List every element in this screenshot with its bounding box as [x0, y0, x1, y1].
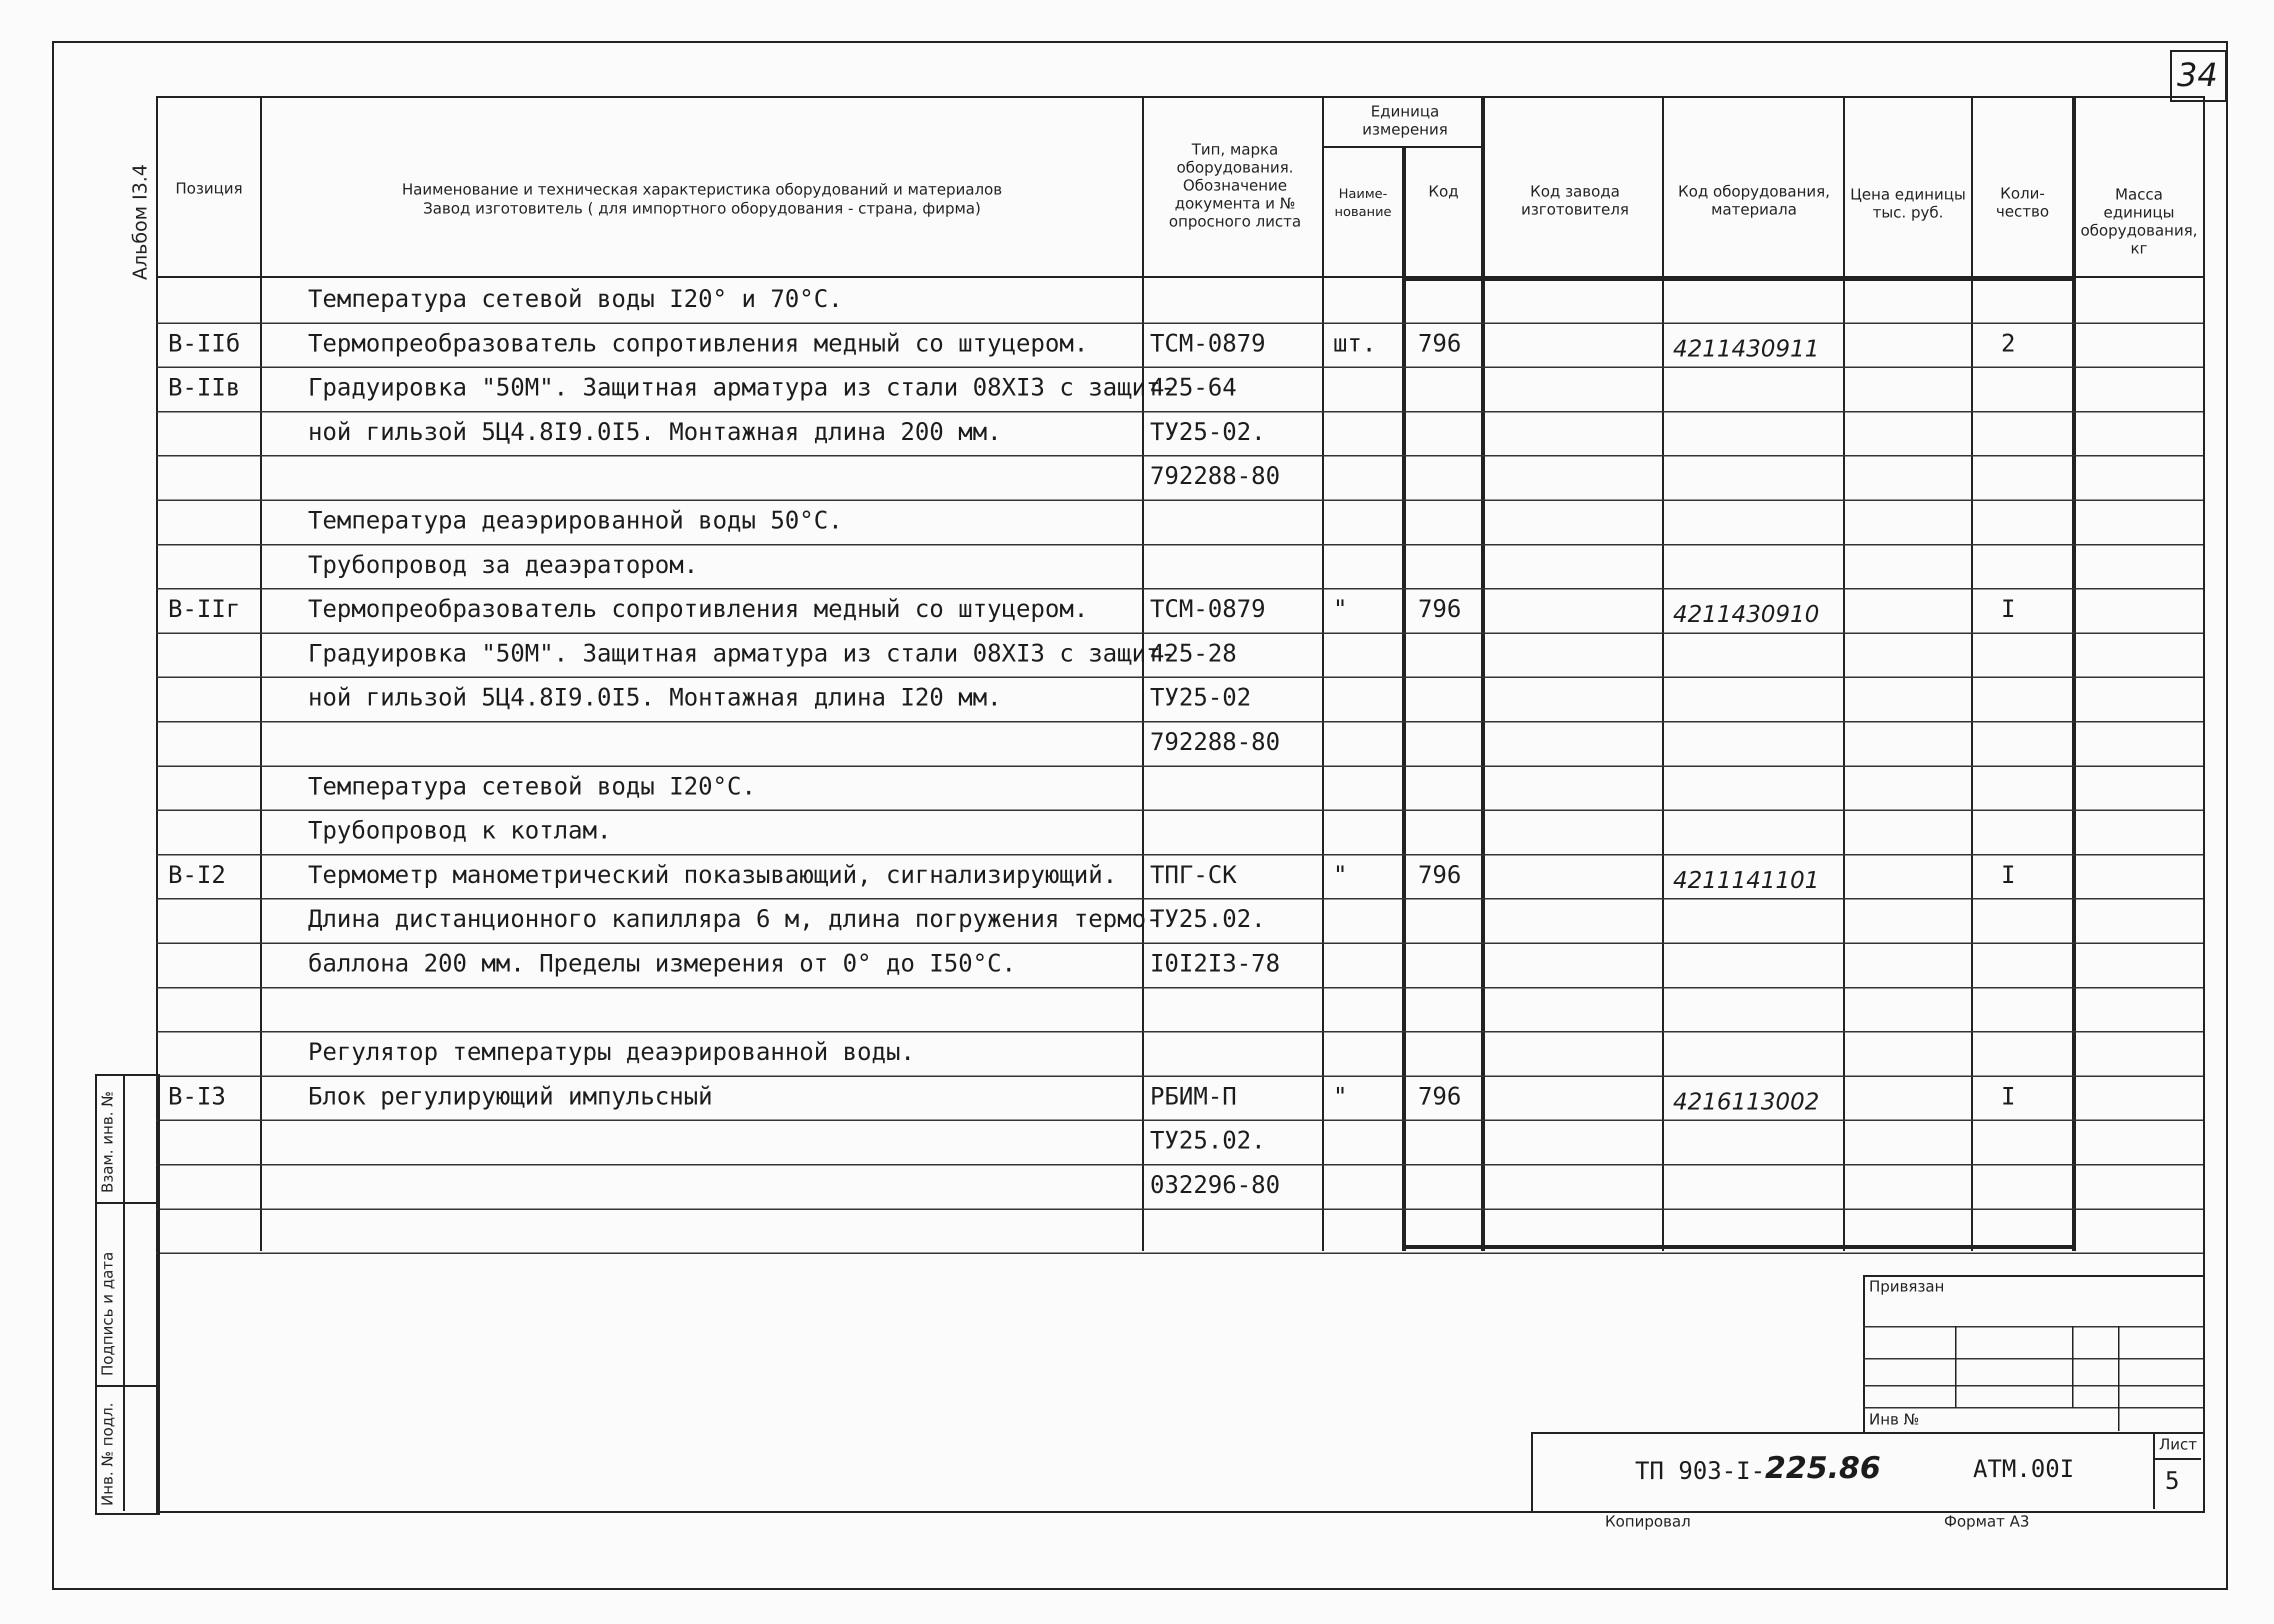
- cell-name: Блок регулирующий импульсный: [308, 1082, 713, 1110]
- cell-type: ТПГ-СК: [1150, 860, 1237, 889]
- row-line: [156, 987, 2203, 988]
- cell-name: Градуировка "50М". Защитная арматура из стали 08ХI3 с защит-: [308, 374, 1175, 402]
- copied-label: Копировал: [1605, 1513, 1691, 1530]
- doc-code: АТМ.00I: [1973, 1455, 2074, 1483]
- cell-name: ной гильзой 5Ц4.8I9.0I5. Монтажная длина I20 мм.: [308, 684, 1002, 712]
- cell-unit: шт.: [1333, 329, 1376, 358]
- privyazan-col-1: [1955, 1326, 1956, 1408]
- cell-equipment-code: 4211430910: [1673, 600, 1820, 628]
- row-line: [156, 898, 2203, 900]
- stamp-inv: Инв. № подл.: [99, 1402, 116, 1506]
- stamp-vzam: Взам. инв. №: [99, 1091, 116, 1193]
- cell-type: 425-64: [1150, 374, 1237, 402]
- cell-name: Термопреобразователь сопротивления медный со штуцером.: [308, 595, 1088, 624]
- doc-sheet-line: [2153, 1458, 2201, 1460]
- hdr-name-line2: Завод изготовитель ( для импортного оборудования - страна, фирма): [423, 200, 981, 218]
- left-stamp-line-2: [95, 1385, 158, 1387]
- cell-name: Градуировка "50М". Защитная арматура из стали 08ХI3 с защит-: [308, 639, 1175, 668]
- cell-type: РБИМ-П: [1150, 1082, 1237, 1110]
- col-line-5: [1481, 96, 1485, 1251]
- cell-name: баллона 200 мм. Пределы измерения от 0° до I50°С.: [308, 950, 1016, 978]
- cell-quantity: I: [2001, 1082, 2016, 1110]
- cell-position: В-IIб: [168, 329, 240, 358]
- privyazan-col-2: [2072, 1326, 2074, 1408]
- hdr-price: Цена единицы тыс. руб.: [1850, 186, 1966, 222]
- row-line: [156, 1076, 2203, 1077]
- doc-sheet-divider: [2153, 1432, 2155, 1509]
- format-label: Формат А3: [1944, 1513, 2030, 1530]
- col-line-6: [1662, 96, 1664, 1251]
- hdr-unit-name: Наиме-нование: [1334, 186, 1392, 220]
- cell-quantity: I: [2001, 860, 2016, 889]
- cell-type: 032296-80: [1150, 1171, 1280, 1199]
- cell-unit-code: 796: [1418, 595, 1462, 624]
- cell-name: Трубопровод к котлам.: [308, 816, 612, 845]
- cell-name: Термометр манометрический показывающий, сигнализирующий.: [308, 860, 1118, 889]
- cell-type: ТСМ-0879: [1150, 595, 1266, 624]
- hdr-quantity: Коли-чество: [1996, 185, 2050, 220]
- body-bold-top: [1402, 278, 2076, 281]
- hdr-equipment-code: Код оборудования, материала: [1678, 183, 1830, 218]
- cell-type: I0I2I3-78: [1150, 950, 1280, 978]
- cell-unit: ": [1333, 860, 1348, 889]
- row-line: [156, 500, 2203, 501]
- row-line: [156, 766, 2203, 767]
- cell-type: ТУ25.02.: [1150, 1126, 1266, 1155]
- cell-name: Температура сетевой воды I20°С.: [308, 772, 756, 800]
- cell-unit: ": [1333, 595, 1348, 624]
- hdr-position: Позиция: [175, 180, 243, 198]
- row-line: [156, 1252, 2203, 1254]
- hdr-unit-code: Код: [1428, 183, 1459, 200]
- cell-position: В-IIг: [168, 595, 240, 624]
- cell-unit-code: 796: [1418, 1082, 1462, 1110]
- col-line-7: [1843, 96, 1845, 1251]
- row-line: [156, 411, 2203, 412]
- cell-unit: ": [1333, 1082, 1348, 1110]
- col-line-4: [1402, 146, 1406, 1251]
- row-line: [156, 1120, 2203, 1121]
- cell-name: Трубопровод за деаэратором.: [308, 550, 698, 579]
- cell-type: ТСМ-0879: [1150, 329, 1266, 358]
- privyazan-col-3: [2118, 1326, 2120, 1431]
- hdr-type: Тип, марка оборудования. Обозначение документа и № опросного листа: [1168, 141, 1302, 230]
- privyazan-row-3: [1863, 1385, 2203, 1386]
- stamp-podpis: Подпись и дата: [99, 1252, 116, 1376]
- privyazan-row-1: [1863, 1326, 2203, 1328]
- row-line: [156, 1031, 2203, 1032]
- privyazan-row-4: [1863, 1407, 2203, 1408]
- cell-equipment-code: 4211430911: [1673, 334, 1820, 362]
- cell-name: ной гильзой 5Ц4.8I9.0I5. Монтажная длина 200 мм.: [308, 418, 1002, 446]
- row-line: [156, 942, 2203, 944]
- cell-name: Термопреобразователь сопротивления медный со штуцером.: [308, 329, 1088, 358]
- cell-equipment-code: 4216113002: [1673, 1088, 1820, 1115]
- row-line: [156, 544, 2203, 546]
- cell-position: В-IIв: [168, 374, 240, 402]
- row-line: [156, 810, 2203, 811]
- hdr-name-line1: Наименование и техническая характеристика оборудований и материалов: [402, 181, 1002, 198]
- doc-number: 225.86: [1765, 1450, 1881, 1486]
- sheet-value: 5: [2165, 1467, 2180, 1495]
- cell-position: В-I2: [168, 860, 226, 889]
- row-line: [156, 1208, 2203, 1210]
- cell-name: Температура сетевой воды I20° и 70°С.: [308, 285, 843, 313]
- left-stamp-divider: [123, 1074, 125, 1511]
- album-label: Альбом I3.4: [129, 164, 151, 280]
- cell-quantity: I: [2001, 595, 2016, 624]
- col-line-1: [260, 96, 262, 1251]
- col-line-9: [2072, 96, 2076, 1251]
- cell-type: 792288-80: [1150, 728, 1280, 756]
- hdr-mass: Масса единицы оборудования, кг: [2080, 186, 2198, 258]
- cell-unit-code: 796: [1418, 329, 1462, 358]
- privyazan-label: Привязан: [1869, 1278, 1944, 1296]
- row-line: [156, 721, 2203, 722]
- col-line-8: [1971, 96, 1973, 1251]
- cell-quantity: 2: [2001, 329, 2016, 358]
- col-line-2: [1142, 96, 1144, 1251]
- cell-name: Температура деаэрированной воды 50°С.: [308, 506, 843, 534]
- privyazan-row-2: [1863, 1358, 2203, 1360]
- cell-unit-code: 796: [1418, 860, 1462, 889]
- cell-type: ТУ25-02: [1150, 684, 1252, 712]
- cell-equipment-code: 4211141101: [1673, 866, 1820, 894]
- cell-type: ТУ25.02.: [1150, 905, 1266, 934]
- row-line: [156, 366, 2203, 368]
- row-line: [156, 588, 2203, 590]
- cell-type: ТУ25-02.: [1150, 418, 1266, 446]
- hdr-factory-code: Код завода изготовителя: [1521, 183, 1629, 218]
- row-line: [156, 455, 2203, 456]
- sheet-label: Лист: [2159, 1436, 2198, 1454]
- row-line: [156, 632, 2203, 634]
- cell-type: 425-28: [1150, 639, 1237, 668]
- left-stamp-line-1: [95, 1202, 158, 1204]
- doc-prefix: ТП 903-I-: [1635, 1457, 1766, 1485]
- col-line-3: [1322, 96, 1324, 1251]
- privyazan-box: [1863, 1275, 2205, 1434]
- row-line: [156, 1164, 2203, 1166]
- cell-name: Регулятор температуры деаэрированной воды.: [308, 1038, 915, 1066]
- cell-type: 792288-80: [1150, 462, 1280, 490]
- sheet-corner-box: [2170, 50, 2227, 102]
- hdr-unit: Единица измерения: [1362, 103, 1448, 138]
- sheet-corner-number: 34: [2177, 57, 2218, 94]
- body-bold-bottom: [1402, 1245, 2076, 1249]
- inv-no-label: Инв №: [1869, 1411, 1920, 1428]
- row-line: [156, 854, 2203, 856]
- cell-name: Длина дистанционного капилляра 6 м, длина погружения термо-: [308, 905, 1161, 934]
- row-line: [156, 322, 2203, 324]
- row-line: [156, 676, 2203, 678]
- cell-position: В-I3: [168, 1082, 226, 1110]
